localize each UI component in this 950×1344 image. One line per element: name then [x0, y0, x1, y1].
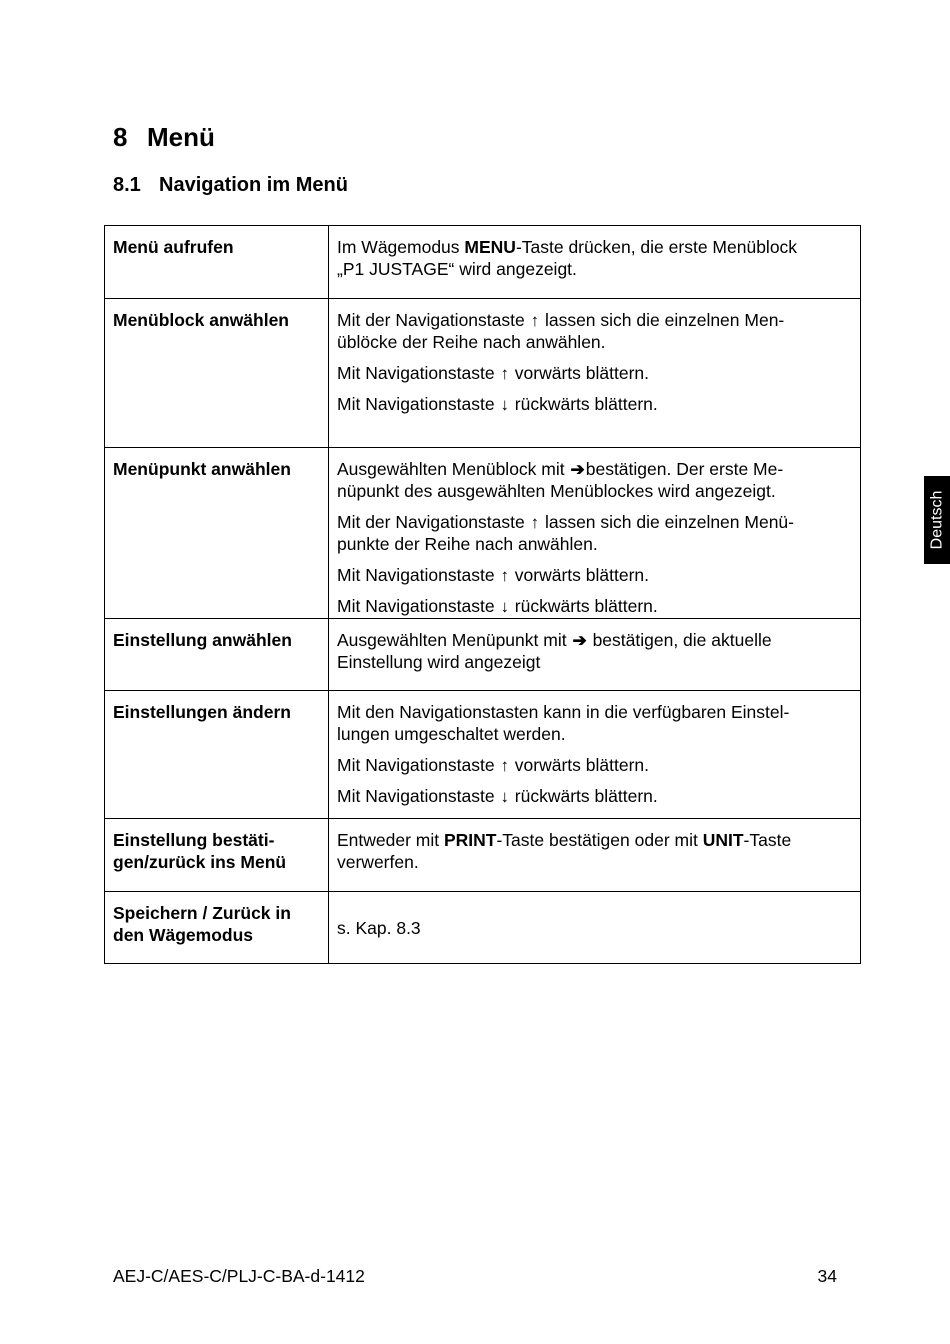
section-title: [113, 172, 348, 198]
arrow-up-icon: ↑: [530, 513, 540, 532]
row-description: [329, 892, 861, 964]
row-description: [329, 691, 861, 819]
description-paragraph: Mit Navigationstaste ↓ rückwärts blättern.: [337, 394, 658, 414]
description-paragraph: Mit Navigationstaste ↓ rückwärts blättern.: [337, 596, 658, 616]
row-description: [329, 226, 861, 299]
description-paragraph: Ausgewählten Menüblock mit ➔bestätigen. Der erste Me- nüpunkt des ausgewählten Menüblockes wird angezeigt.: [337, 459, 784, 501]
row-label: [105, 299, 329, 448]
row-label-text: Menü aufrufen: [113, 237, 234, 257]
row-label-text: Einstellung bestäti- gen/zurück ins Menü: [113, 830, 287, 872]
arrow-right-icon: ➔: [572, 631, 587, 650]
row-description: [329, 299, 861, 448]
description-paragraph: Mit Navigationstaste ↓ rückwärts blättern.: [337, 786, 658, 806]
arrow-right-icon: ➔: [570, 460, 585, 479]
description-paragraph: Im Wägemodus MENU-Taste drücken, die erste Menüblock „P1 JUSTAGE“ wird angezeigt.: [337, 237, 798, 279]
table-row: [105, 619, 861, 691]
table-row: [105, 226, 861, 299]
description-paragraph: Mit Navigationstaste ↑ vorwärts blättern.: [337, 363, 650, 383]
menu-navigation-table: [104, 225, 861, 964]
description-paragraph: Mit den Navigationstasten kann in die verfügbaren Einstel- lungen umgeschaltet werden.: [337, 702, 790, 744]
row-label-text: Speichern / Zurück in den Wägemodus: [113, 903, 291, 945]
row-label: [105, 448, 329, 619]
chapter-number: 8: [113, 122, 128, 152]
row-label: [105, 691, 329, 819]
page-number: 34: [817, 1266, 837, 1286]
row-label-text: Einstellung anwählen: [113, 630, 292, 650]
row-label: [105, 819, 329, 892]
table-row: [105, 448, 861, 619]
language-tab: [924, 476, 950, 564]
description-paragraph: s. Kap. 8.3: [337, 917, 421, 938]
table-row: [105, 892, 861, 964]
arrow-up-icon: ↑: [530, 311, 540, 330]
key-name: MENU: [464, 237, 516, 257]
description-paragraph: Mit der Navigationstaste ↑ lassen sich die einzelnen Men- üblöcke der Reihe nach anwählen.: [337, 310, 785, 352]
section-number: 8.1: [113, 174, 141, 196]
key-name: PRINT: [443, 830, 497, 850]
row-label-text: Menüblock anwählen: [113, 310, 289, 330]
arrow-down-icon: ↓: [500, 395, 509, 414]
description-paragraph: Mit Navigationstaste ↑ vorwärts blättern.: [337, 565, 650, 585]
row-label-text: Einstellungen ändern: [113, 702, 291, 722]
row-description: [329, 819, 861, 892]
row-label: [105, 226, 329, 299]
arrow-up-icon: ↑: [500, 364, 509, 383]
row-label-text: Menüpunkt anwählen: [113, 459, 291, 479]
footer-document-id: AEJ-C/AES-C/PLJ-C-BA-d-1412: [113, 1266, 365, 1286]
language-tab-label: Deutsch: [928, 490, 946, 550]
table-row: [105, 299, 861, 448]
chapter-name: Menü: [147, 122, 215, 152]
arrow-down-icon: ↓: [500, 787, 509, 806]
arrow-down-icon: ↓: [500, 597, 509, 616]
description-paragraph: Mit Navigationstaste ↑ vorwärts blättern.: [337, 755, 650, 775]
chapter-title: [113, 120, 215, 154]
arrow-up-icon: ↑: [500, 756, 509, 775]
description-paragraph: Mit der Navigationstaste ↑ lassen sich die einzelnen Menü- punkte der Reihe nach anwählen.: [337, 512, 794, 554]
row-label: [105, 892, 329, 964]
arrow-up-icon: ↑: [500, 566, 509, 585]
row-label: [105, 619, 329, 691]
description-paragraph: Ausgewählten Menüpunkt mit ➔ bestätigen, die aktuelle Einstellung wird angezeigt: [337, 630, 772, 672]
row-description: [329, 448, 861, 619]
table-row: [105, 691, 861, 819]
section-name: Navigation im Menü: [159, 174, 348, 196]
table-row: [105, 819, 861, 892]
row-description: [329, 619, 861, 691]
description-paragraph: Entweder mit PRINT-Taste bestätigen oder mit UNIT-Taste verwerfen.: [337, 830, 792, 872]
key-name: UNIT: [702, 830, 744, 850]
